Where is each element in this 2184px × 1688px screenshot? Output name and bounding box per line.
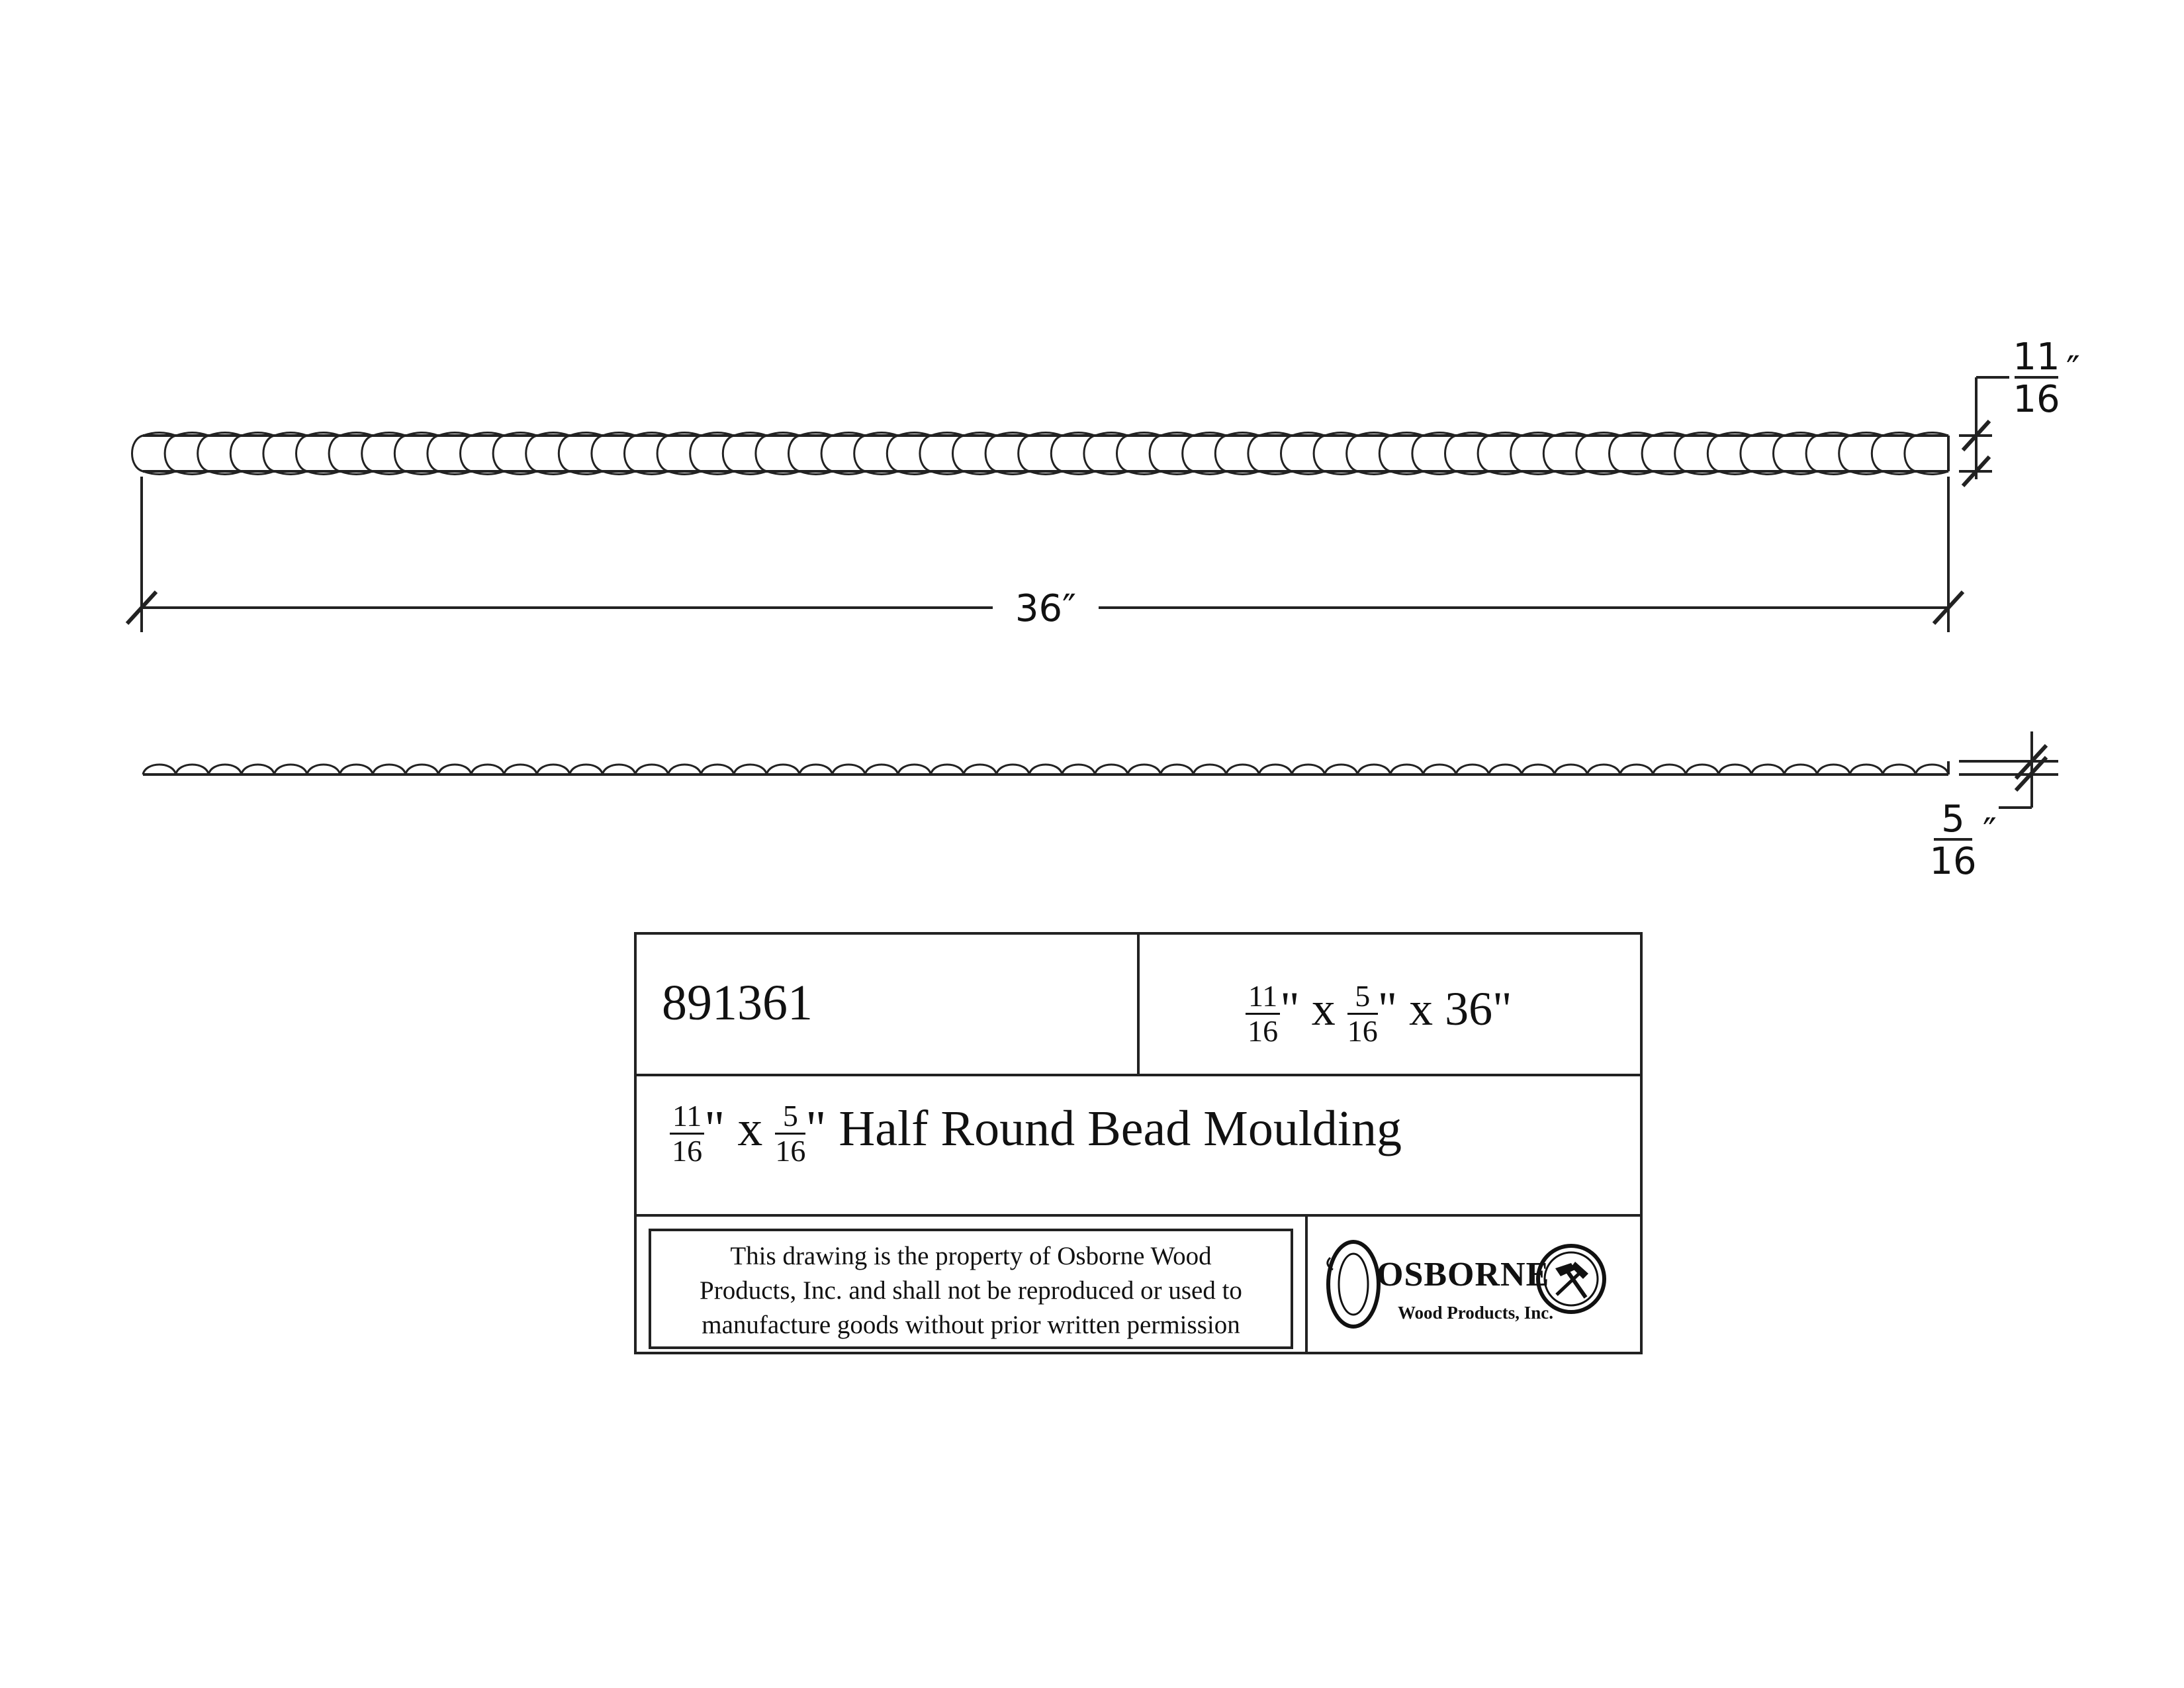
bead-side xyxy=(1883,765,1916,774)
logo-wordmark: OSBORNE xyxy=(1377,1256,1550,1293)
bead-side xyxy=(964,765,997,774)
part-description xyxy=(670,1100,1402,1166)
bead-side xyxy=(734,765,767,774)
bead-side xyxy=(1653,765,1686,774)
bead-side xyxy=(504,765,537,774)
bead-side xyxy=(1292,765,1325,774)
bead-side xyxy=(898,765,931,774)
desc-separator: " x xyxy=(704,1101,776,1156)
thickness-dim-denominator: 16 xyxy=(1929,840,1977,883)
bead-side xyxy=(602,765,635,774)
logo-o-emblem xyxy=(1324,1238,1383,1331)
bead-side xyxy=(1161,765,1194,774)
bead-side xyxy=(438,765,471,774)
desc-thickness-numerator: 5 xyxy=(775,1101,805,1135)
front-view-profile xyxy=(132,433,1949,475)
bead-side xyxy=(1784,765,1817,774)
bead-front xyxy=(1905,433,1948,475)
bead-side xyxy=(833,765,866,774)
bead-side xyxy=(1062,765,1095,774)
bead-side xyxy=(208,765,242,774)
notice-line: Products, Inc. and shall not be reproduced or used to xyxy=(700,1276,1242,1305)
bead-side xyxy=(176,765,209,774)
length-dimension-label: 36″ xyxy=(1015,587,1077,630)
title-block xyxy=(634,932,1643,1354)
bead-side xyxy=(701,765,734,774)
notice-line: manufacture goods without prior written permission xyxy=(702,1311,1240,1339)
company-logo xyxy=(1318,1223,1629,1348)
bead-side xyxy=(406,765,439,774)
desc-width-denominator: 16 xyxy=(672,1134,703,1168)
bead-side xyxy=(307,765,340,774)
height-dim-numerator: 11 xyxy=(2013,336,2060,379)
notice-box xyxy=(649,1229,1293,1349)
bead-side xyxy=(1029,765,1062,774)
bead-side xyxy=(471,765,504,774)
bead-side xyxy=(1226,765,1259,774)
bead-side xyxy=(1915,765,1948,774)
bead-side xyxy=(997,765,1030,774)
bead-side xyxy=(1128,765,1161,774)
bead-side xyxy=(799,765,833,774)
size-thickness-denominator: 16 xyxy=(1347,1014,1378,1048)
bead-side xyxy=(766,765,799,774)
logo-subtitle: Wood Products, Inc. xyxy=(1398,1303,1554,1323)
thickness-dim-numerator: 5 xyxy=(1941,798,1965,841)
notice-line: This drawing is the property of Osborne Wood xyxy=(730,1242,1212,1270)
bead-side xyxy=(1686,765,1719,774)
bead-side xyxy=(1522,765,1555,774)
bead-side xyxy=(340,765,373,774)
bead-side xyxy=(1357,765,1390,774)
title-block-row-divider xyxy=(637,1074,1640,1076)
bead-side xyxy=(143,765,176,774)
bead-side xyxy=(1587,765,1620,774)
size-thickness-numerator: 5 xyxy=(1347,981,1378,1015)
bead-side xyxy=(1423,765,1456,774)
part-number: 891361 xyxy=(662,975,813,1031)
height-dim-denominator: 16 xyxy=(2013,378,2060,421)
bead-side xyxy=(1193,765,1226,774)
bead-side xyxy=(865,765,898,774)
desc-thickness-denominator: 16 xyxy=(775,1134,806,1168)
bead-side xyxy=(1456,765,1489,774)
bead-side xyxy=(1719,765,1752,774)
bead-side xyxy=(635,765,668,774)
bead-side xyxy=(373,765,406,774)
bead-side xyxy=(1817,765,1850,774)
bead-side xyxy=(668,765,702,774)
height-dim-inch-mark: ″ xyxy=(2066,349,2080,392)
bead-side xyxy=(1555,765,1588,774)
desc-title: " Half Round Bead Moulding xyxy=(805,1101,1402,1156)
size-length: " x 36" xyxy=(1377,982,1512,1036)
desc-width-numerator: 11 xyxy=(670,1101,704,1135)
bead-side xyxy=(1259,765,1292,774)
bead-side xyxy=(1489,765,1522,774)
bead-side xyxy=(1390,765,1424,774)
bead-side xyxy=(1751,765,1784,774)
bead-side xyxy=(242,765,275,774)
size-width-numerator: 11 xyxy=(1246,981,1280,1015)
bead-side xyxy=(1095,765,1128,774)
size-separator: " x xyxy=(1280,982,1347,1036)
bead-side xyxy=(931,765,964,774)
size-spec xyxy=(1246,981,1512,1047)
size-width-denominator: 16 xyxy=(1248,1014,1279,1048)
bead-side xyxy=(1850,765,1883,774)
notice-text xyxy=(651,1239,1291,1342)
title-block-row-divider xyxy=(637,1214,1640,1217)
bead-side xyxy=(274,765,307,774)
bead-side xyxy=(1325,765,1358,774)
title-block-col-divider xyxy=(1137,935,1140,1074)
side-view-profile xyxy=(143,761,1948,774)
bead-side xyxy=(537,765,570,774)
bead-side xyxy=(1620,765,1653,774)
title-block-col-divider xyxy=(1305,1217,1308,1352)
bead-side xyxy=(570,765,603,774)
thickness-dim-inch-mark: ″ xyxy=(1983,811,1997,854)
